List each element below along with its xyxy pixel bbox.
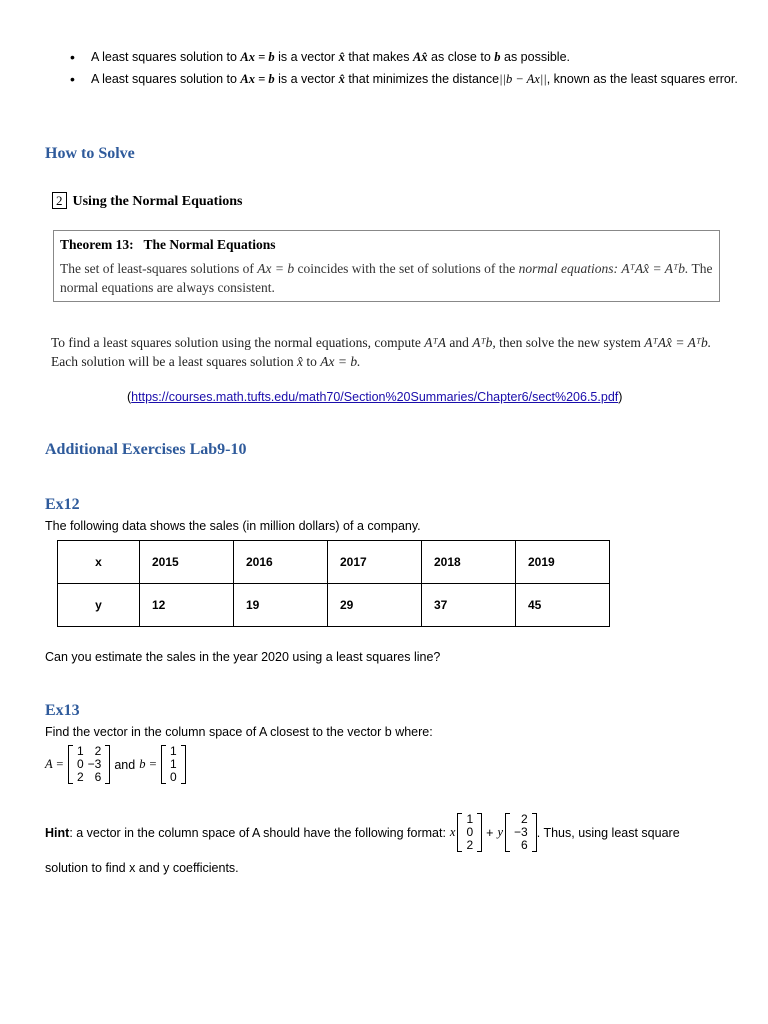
matrix-a-cols [73,745,105,784]
matrix-a-col-2 [86,745,104,784]
matrix-a [68,745,110,784]
column-vector-1 [457,813,482,852]
table-cell: 2016 [234,541,328,584]
bullet-2-xhat: x̂ [338,72,345,86]
bullet-2-norm: ||b − Ax|| [499,72,547,86]
row-label-x: x [58,541,140,584]
link-close-paren: ) [618,390,623,404]
matrix-bracket-right [477,813,482,852]
table-cell: 29 [328,584,422,627]
theorem-body-1: The set of least-squares solutions of [60,261,254,276]
para-2: then solve the new system [499,335,641,350]
normal-equations-paragraph [51,333,715,371]
bullet-2-mid2: that minimizes the distance [348,72,500,86]
vector-entry: −3 [514,825,528,839]
vector-entry: 1 [170,744,177,758]
source-link-line [127,390,622,404]
vector-b-cols [166,745,181,784]
theorem-title: Theorem 13: The Normal Equations [60,237,276,252]
vector-entry: 6 [521,838,528,852]
para-to: to [306,354,317,369]
bullet-1-b: b [494,50,501,64]
matrix-entry: 2 [76,770,84,784]
and-label: and [114,757,136,772]
matrix-entry: −3 [87,757,102,771]
matrix-bracket-right [105,745,110,784]
vector-entry: 0 [466,825,474,839]
column-vector-1-cols [462,813,477,852]
section-title-text: Using the Normal Equations [72,194,243,209]
bullet-2-eq: Ax = b [240,72,275,86]
b-label: b = [139,757,158,771]
table-cell: 2015 [140,541,234,584]
matrix-entry: 1 [76,744,84,758]
a-label: A = [45,757,64,771]
row-label-y: y [58,584,140,627]
matrix-entry: 0 [76,757,84,771]
theorem-em: normal equations: [518,261,619,276]
vector-entry: 1 [466,812,474,826]
vector-entry: 1 [170,757,177,771]
y-variable: y [497,825,504,839]
column-vector-1-col [464,813,475,852]
plus-sign: + [486,825,494,840]
bullet-2-mid: is a vector [278,72,336,86]
ex13-intro: Find the vector in the column space of A closest to the vector b where: [45,725,433,739]
para-3: Each solution will be a least squares solution [51,354,294,369]
bullet-2 [66,68,746,90]
bullet-1-eq: Ax = b [240,50,275,64]
table-cell: 2018 [422,541,516,584]
ex12-question: Can you estimate the sales in the year 2020 using a least squares line? [45,650,441,664]
vector-entry: 2 [466,838,474,852]
matrix-entry: 2 [94,744,102,758]
ex13-heading: Ex13 [45,702,80,719]
ex13-matrices [45,745,186,784]
bullet-2-pre: A least squares solution to [91,72,237,86]
table-cell: 37 [422,584,516,627]
intro-bullets [66,46,746,90]
ex12-heading: Ex12 [45,496,80,513]
theorem-eq2: AᵀAx̂ = Aᵀb. [621,261,689,276]
theorem-body-3: The normal equations are always consistent. [60,261,713,295]
bullet-1-mid2: that makes [348,50,410,64]
table-cell: 2017 [328,541,422,584]
hint-line-2: solution to find x and y coefficients. [45,861,239,875]
table-cell: 12 [140,584,234,627]
bullet-1-pre: A least squares solution to [91,50,237,64]
normal-equations-section-title [52,192,242,210]
vector-entry: 0 [170,770,177,784]
vector-b [161,745,186,784]
x-variable: x [449,825,456,839]
theorem-body [60,259,713,297]
para-eq4: x̂ [296,354,303,369]
table-cell: 45 [516,584,610,627]
how-to-solve-heading: How to Solve [45,145,135,162]
table-row [58,584,610,627]
hint-label: Hint [45,825,70,840]
link-open-paren: ( [127,390,132,404]
para-eq1: AᵀA [424,335,446,350]
table-row [58,541,610,584]
para-eq2: Aᵀb, [472,335,496,350]
theorem-eq1: Ax = b [257,261,295,276]
bullet-1-mid: is a vector [278,50,336,64]
bullet-1-axhat: Ax̂ [412,50,428,64]
para-1: To find a least squares solution using the normal equations, compute [51,335,421,350]
hint-text: : a vector in the column space of A should have the following format: [69,825,446,840]
matrix-bracket-right [181,745,186,784]
table-cell: 19 [234,584,328,627]
para-eq5: Ax = b. [320,354,361,369]
column-vector-2-col [512,813,530,852]
bullet-1-xhat: x̂ [338,50,345,64]
vector-entry: 2 [521,812,528,826]
para-eq3: AᵀAx̂ = Aᵀb. [644,335,712,350]
ex12-intro: The following data shows the sales (in million dollars) of a company. [45,519,421,533]
table-cell: 2019 [516,541,610,584]
theorem-box [53,230,720,302]
bullet-2-post: , known as the least squares error. [546,72,738,86]
vector-b-col [168,745,179,784]
matrix-entry: 6 [94,770,102,784]
matrix-a-col-1 [75,745,86,784]
hint-line [45,813,680,852]
column-vector-2-cols [510,813,532,852]
bullet-1-mid3: as close to [431,50,491,64]
column-vector-2 [505,813,537,852]
sales-table [57,540,610,627]
additional-exercises-heading: Additional Exercises Lab9-10 [45,441,247,458]
para-and: and [449,335,469,350]
source-link[interactable]: https://courses.math.tufts.edu/math70/Section%20Summaries/Chapter6/sect%206.5.pdf [131,390,619,404]
section-number: 2 [52,192,67,209]
bullet-1-post: as possible. [504,50,571,64]
hint-after: . Thus, using least square [536,825,680,840]
bullet-1 [66,46,746,68]
theorem-body-2: coincides with the set of solutions of the [297,261,516,276]
